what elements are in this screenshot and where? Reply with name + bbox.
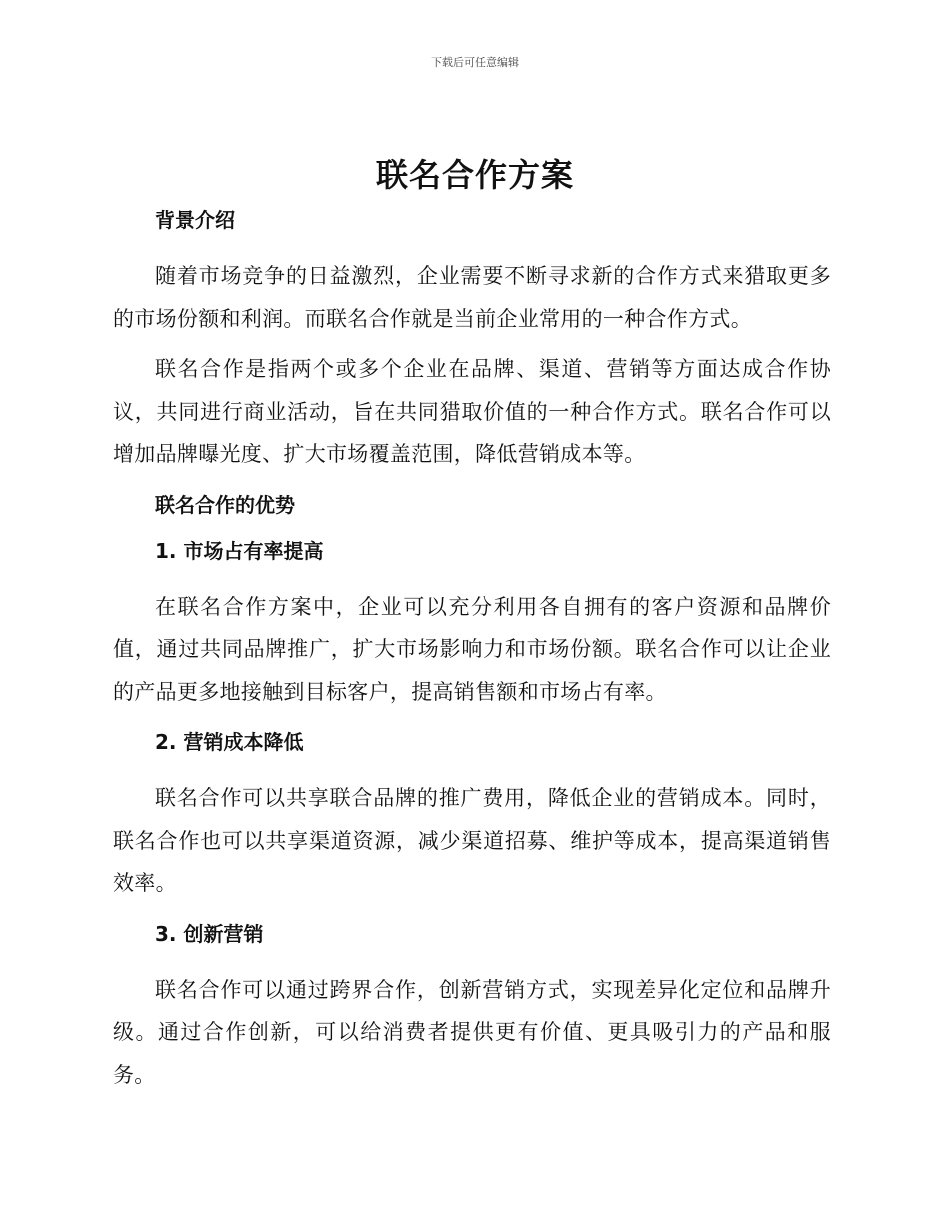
header-note: 下载后可任意编辑: [431, 56, 519, 69]
document-title: 联名合作方案: [375, 156, 574, 194]
section-heading-background: 背景介绍: [155, 208, 235, 232]
section-heading-advantages: 联名合作的优势: [155, 492, 295, 517]
section-heading-point-3: 3. 创新营销: [155, 921, 264, 946]
section-heading-point-1: 1. 市场占有率提高: [155, 538, 324, 563]
paragraph-point-3: 联名合作可以通过跨界合作，创新营销方式，实现差异化定位和品牌升级。通过合作创新，可以给消费者提供更有价值、更具吸引力的产品和服务。: [113, 977, 831, 1087]
paragraph-point-1: 在联名合作方案中，企业可以充分利用各自拥有的客户资源和品牌价值，通过共同品牌推广，扩大市场影响力和市场份额。联名合作可以让企业的产品更多地接触到目标客户，提高销售额和市场占有率。: [113, 594, 831, 704]
section-heading-point-2: 2. 营销成本降低: [155, 730, 304, 754]
paragraph-background-2: 联名合作是指两个或多个企业在品牌、渠道、营销等方面达成合作协议，共同进行商业活动，旨在共同猎取价值的一种合作方式。联名合作可以增加品牌曝光度、扩大市场覆盖范围，降低营销成本等。: [113, 357, 831, 466]
paragraph-background-1: 随着市场竞争的日益激烈，企业需要不断寻求新的合作方式来猎取更多的市场份额和利润。而联名合作就是当前企业常用的一种合作方式。: [113, 264, 831, 331]
document-body: [113, 203, 831, 1096]
paragraph-point-2: 联名合作可以共享联合品牌的推广费用，降低企业的营销成本。同时，联名合作也可以共享渠道资源，减少渠道招募、维护等成本，提高渠道销售效率。: [113, 786, 831, 895]
